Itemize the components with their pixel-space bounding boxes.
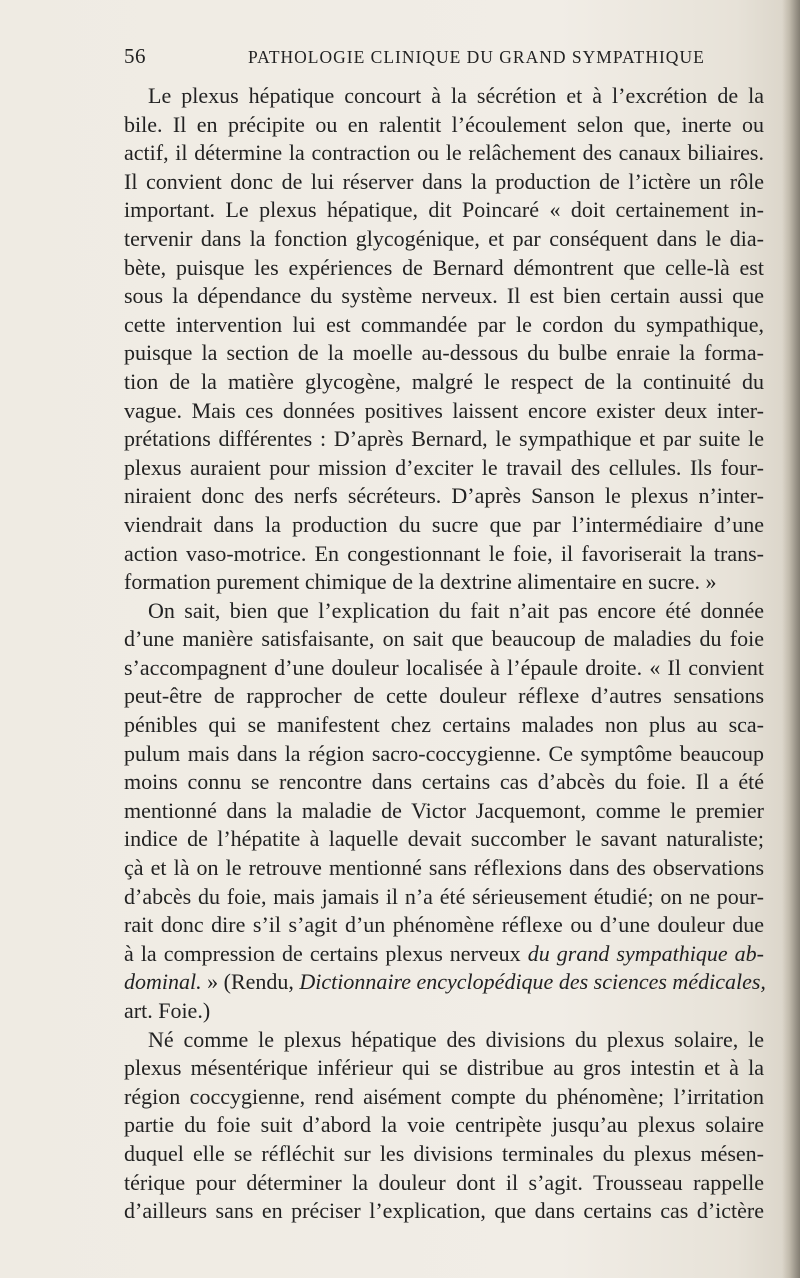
- text-line: région coccygienne, rend aisément compte du phénomène; l’irritation: [124, 1083, 764, 1109]
- body-text: [124, 82, 764, 1226]
- text-line: cette intervention lui est commandée par le cordon du sympathique,: [124, 311, 764, 337]
- text-line: Il convient donc de lui réserver dans la production de l’ictère un rôle: [124, 168, 764, 194]
- italic-span: du grand sympathique ab-: [527, 940, 765, 966]
- text-line: Le plexus hépatique concourt à la sécrétion et à l’excrétion de la: [148, 83, 764, 108]
- text-line: partie du foie suit d’abord la voie centripète jusqu’au plexus solaire: [124, 1112, 764, 1138]
- text-line: tervenir dans la fonction glycogénique, et par conséquent dans le dia-: [124, 225, 764, 251]
- text-line: prétations différentes : D’après Bernard, le sympathique et par suite le: [124, 426, 764, 452]
- text-line: bète, puisque les expériences de Bernard démontrent que celle-là est: [124, 254, 764, 280]
- text-line: d’abcès du foie, mais jamais il n’a été sérieusement étudié; on ne pour-: [124, 883, 764, 909]
- text-line: On sait, bien que l’explication du fait n’ait pas encore été donnée: [148, 597, 764, 623]
- text-line: sous la dépendance du système nerveux. Il est bien certain aussi que: [124, 283, 764, 309]
- text-span: » (Rendu,: [201, 969, 300, 995]
- text-span: à la compression de certains plexus nerveux: [124, 940, 528, 966]
- text-line: actif, il détermine la contraction ou le relâchement des canaux biliaires.: [124, 140, 764, 166]
- running-title: PATHOLOGIE CLINIQUE DU GRAND SYMPATHIQUE: [248, 47, 705, 67]
- text-line: s’accompagnent d’une douleur localisée à l’épaule droite. « Il convient: [124, 654, 764, 680]
- text-line: niraient donc des nerfs sécréteurs. D’après Sanson le plexus n’inter-: [124, 483, 764, 509]
- text-line: action vaso-motrice. En congestionnant le foie, il favoriserait la trans-: [124, 540, 764, 566]
- text-line: plexus auraient pour mission d’exciter le travail des cellules. Ils four-: [124, 454, 764, 480]
- text-line: vague. Mais ces données positives laissent encore exister deux inter-: [124, 397, 764, 423]
- page-number: 56: [124, 44, 146, 68]
- italic-span: Dictionnaire encyclopédique des sciences médicales,: [299, 969, 766, 995]
- italic-span: dominal.: [124, 969, 202, 995]
- page-edge-shadow: [782, 0, 800, 1278]
- text-line: térique pour déterminer la douleur dont il s’agit. Trousseau rappelle: [124, 1169, 764, 1195]
- text-line: moins connu se rencontre dans certains cas d’abcès du foie. Il a été: [124, 769, 764, 795]
- text-line: mentionné dans la maladie de Victor Jacquemont, comme le premier: [124, 797, 764, 823]
- text-line: peut-être de rapprocher de cette douleur réflexe d’autres sensations: [124, 683, 764, 709]
- text-line: bile. Il en précipite ou en ralentit l’écoulement selon que, inerte ou: [124, 111, 764, 137]
- text-line: Né comme le plexus hépatique des divisions du plexus solaire, le: [148, 1026, 764, 1052]
- text-line: indice de l’hépatite à laquelle devait succomber le savant naturaliste;: [124, 826, 764, 852]
- text-line: viendrait dans la production du sucre que par l’intermédiaire d’une: [124, 511, 764, 537]
- text-line: [124, 968, 764, 997]
- text-line: rait donc dire s’il s’agit d’un phénomène réflexe ou d’une douleur due: [124, 912, 764, 938]
- text-line: puisque la section de la moelle au-dessous du bulbe enraie la forma-: [124, 340, 764, 366]
- text-line: d’ailleurs sans en préciser l’explication, que dans certains cas d’ictère: [124, 1198, 764, 1224]
- text-line: formation purement chimique de la dextrine alimentaire en sucre. »: [124, 569, 717, 595]
- text-line: pulum mais dans la région sacro-coccygienne. Ce symptôme beaucoup: [124, 740, 764, 766]
- text-line: d’une manière satisfaisante, on sait que beaucoup de maladies du foie: [124, 626, 764, 652]
- text-line: tion de la matière glycogène, malgré le respect de la continuité du: [124, 368, 764, 394]
- text-line: plexus mésentérique inférieur qui se distribue au gros intestin et à la: [124, 1055, 764, 1081]
- text-line: pénibles qui se manifestent chez certains malades non plus au sca-: [124, 712, 764, 738]
- text-line: important. Le plexus hépatique, dit Poincaré « doit certainement in-: [124, 197, 764, 223]
- text-line: [124, 940, 764, 969]
- text-line: art. Foie.): [124, 998, 211, 1023]
- text-line: duquel elle se réfléchit sur les divisions terminales du plexus mésen-: [124, 1140, 764, 1166]
- text-line: çà et là on le retrouve mentionné sans réflexions dans des observations: [124, 855, 764, 881]
